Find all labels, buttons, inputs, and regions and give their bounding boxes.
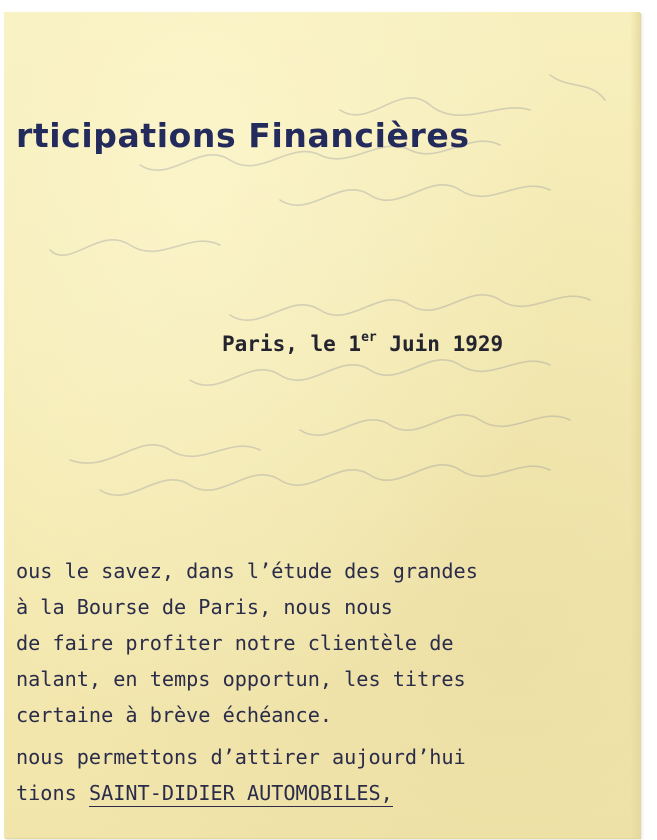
- paper-edge: [630, 12, 640, 838]
- bleed-stroke: [280, 185, 550, 206]
- body-line: à la Bourse de Paris, nous nous: [16, 595, 393, 619]
- body-line: certaine à brève échéance.: [16, 703, 333, 727]
- dateline-prefix: Paris, le 1: [222, 332, 362, 356]
- bleed-stroke: [300, 415, 570, 436]
- body-line: nalant, en temps opportun, les titres: [16, 667, 466, 691]
- dateline-ordinal: er: [361, 330, 377, 345]
- bleed-stroke: [340, 75, 605, 115]
- letterhead-title: rticipations Financières: [16, 116, 470, 155]
- company-line-prefix: tions: [16, 781, 89, 805]
- body-line-company: [16, 775, 478, 811]
- bleed-stroke: [230, 295, 590, 321]
- letter-body: [16, 553, 478, 811]
- bleed-stroke: [50, 240, 220, 256]
- bleed-stroke: [70, 445, 260, 463]
- dateline-suffix: Juin 1929: [376, 332, 504, 356]
- dateline: [222, 332, 503, 356]
- body-line: de faire profiter notre clientèle de: [16, 631, 454, 655]
- body-line: nous permettons d’attirer aujourd’hui: [16, 745, 466, 769]
- company-name: SAINT-DIDIER AUTOMOBILES,: [88, 781, 393, 805]
- bleed-stroke: [100, 465, 550, 496]
- body-line: ous le savez, dans l’étude des grandes: [16, 559, 478, 583]
- bleed-stroke: [190, 360, 550, 386]
